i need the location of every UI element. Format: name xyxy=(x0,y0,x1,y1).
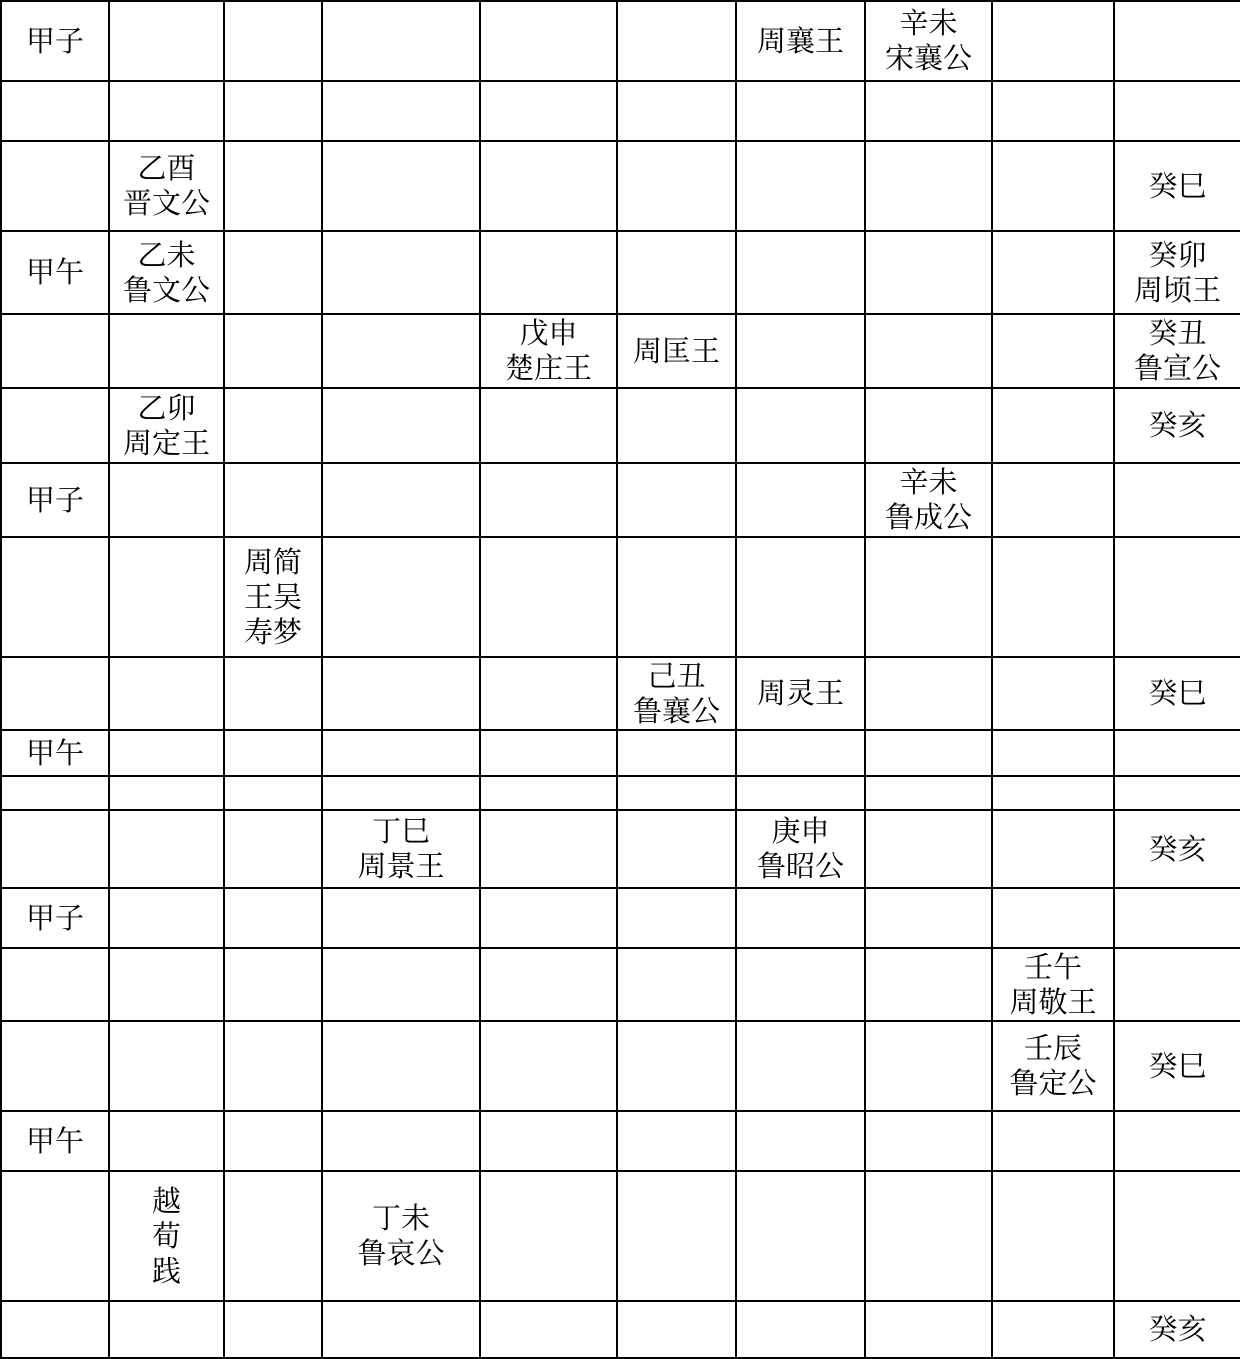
cell-text: 践 xyxy=(151,1253,181,1288)
table-cell xyxy=(322,81,480,141)
table-cell xyxy=(480,141,617,231)
table-cell xyxy=(480,888,617,948)
table-row xyxy=(1,81,1240,141)
cell-text: 周襄王 xyxy=(756,23,844,58)
table-cell xyxy=(992,1301,1114,1358)
table-cell xyxy=(109,1301,224,1358)
cell-text: 壬午 xyxy=(1023,949,1082,984)
table-cell xyxy=(224,1,322,81)
table-cell xyxy=(224,1111,322,1171)
table-cell xyxy=(865,1021,992,1111)
table-cell xyxy=(1,1,109,81)
table-cell xyxy=(865,888,992,948)
table-cell xyxy=(1,537,109,657)
table-cell xyxy=(109,730,224,776)
table-cell xyxy=(480,1,617,81)
table-cell xyxy=(1,730,109,776)
cell-text: 癸巳 xyxy=(1148,676,1207,710)
cell-text: 乙酉 xyxy=(137,151,196,185)
table-cell xyxy=(322,231,480,314)
cell-text: 癸巳 xyxy=(1148,168,1207,203)
table-cell xyxy=(224,1301,322,1358)
table-cell xyxy=(109,141,224,231)
table-row xyxy=(1,1301,1240,1358)
table-cell xyxy=(480,81,617,141)
table-cell xyxy=(224,314,322,388)
table-row xyxy=(1,1111,1240,1171)
cell-text: 乙卯 xyxy=(137,390,196,425)
table-cell xyxy=(322,388,480,463)
table-cell xyxy=(224,948,322,1021)
table-cell xyxy=(1,888,109,948)
table-cell xyxy=(480,1171,617,1301)
table-cell xyxy=(322,1171,480,1301)
table-cell xyxy=(992,1021,1114,1111)
cell-text: 周定王 xyxy=(122,425,210,460)
table-cell xyxy=(1114,1021,1240,1111)
table-cell xyxy=(480,1301,617,1358)
table-cell xyxy=(736,231,865,314)
table-cell xyxy=(1114,537,1240,657)
table-cell xyxy=(322,776,480,810)
cell-text: 甲午 xyxy=(26,1123,85,1158)
table-cell xyxy=(992,81,1114,141)
table-cell xyxy=(224,730,322,776)
table-row xyxy=(1,810,1240,888)
table-cell xyxy=(992,1111,1114,1171)
table-cell xyxy=(1114,888,1240,948)
cell-text: 丁巳 xyxy=(371,814,430,848)
table-cell xyxy=(322,537,480,657)
table-cell xyxy=(480,810,617,888)
cell-text: 鲁文公 xyxy=(122,272,210,307)
table-cell xyxy=(480,776,617,810)
table-cell xyxy=(1,657,109,730)
table-row xyxy=(1,776,1240,810)
table-cell xyxy=(736,948,865,1021)
table-cell xyxy=(1114,1171,1240,1301)
cell-text: 庚申 xyxy=(771,814,830,848)
cell-text: 周匡王 xyxy=(632,333,720,368)
cell-text: 宋襄公 xyxy=(884,41,972,75)
table-cell xyxy=(224,810,322,888)
table-cell xyxy=(617,1021,736,1111)
table-cell xyxy=(480,537,617,657)
table-cell xyxy=(480,314,617,388)
table-cell xyxy=(617,388,736,463)
table-row xyxy=(1,231,1240,314)
table-cell xyxy=(1,776,109,810)
table-cell xyxy=(109,231,224,314)
table-cell xyxy=(322,810,480,888)
cell-text: 戊申 xyxy=(519,316,578,350)
table-cell xyxy=(1,810,109,888)
table-row xyxy=(1,657,1240,730)
table-cell xyxy=(1114,657,1240,730)
table-cell xyxy=(480,948,617,1021)
table-cell xyxy=(109,1,224,81)
table-cell xyxy=(1114,776,1240,810)
table-cell xyxy=(109,81,224,141)
cell-text: 癸卯 xyxy=(1148,237,1207,272)
cell-text: 乙未 xyxy=(137,237,196,272)
table-cell xyxy=(109,776,224,810)
table-cell xyxy=(322,730,480,776)
table-cell xyxy=(865,537,992,657)
table-cell xyxy=(1,388,109,463)
table-cell xyxy=(865,1301,992,1358)
table-cell xyxy=(109,657,224,730)
table-row xyxy=(1,730,1240,776)
cell-text: 甲子 xyxy=(26,482,85,517)
cell-text: 丁未 xyxy=(371,1201,430,1235)
table-cell xyxy=(322,1,480,81)
table-cell xyxy=(736,810,865,888)
table-cell xyxy=(322,463,480,537)
cell-text: 甲午 xyxy=(26,735,85,770)
table-cell xyxy=(480,388,617,463)
table-cell xyxy=(322,1021,480,1111)
table-cell xyxy=(992,948,1114,1021)
table-cell xyxy=(1,1021,109,1111)
table-cell xyxy=(617,537,736,657)
table-cell xyxy=(736,81,865,141)
table-cell xyxy=(224,463,322,537)
table-cell xyxy=(617,1111,736,1171)
table-cell xyxy=(617,141,736,231)
table-cell xyxy=(736,141,865,231)
table-cell xyxy=(865,1171,992,1301)
table-cell xyxy=(617,231,736,314)
table-cell xyxy=(1114,141,1240,231)
table-cell xyxy=(480,657,617,730)
cell-text: 癸丑 xyxy=(1148,316,1207,350)
table-cell xyxy=(322,314,480,388)
table-cell xyxy=(109,314,224,388)
table-cell xyxy=(1,231,109,314)
cell-text: 鲁昭公 xyxy=(756,849,844,883)
cell-text: 癸亥 xyxy=(1148,831,1207,866)
table-cell xyxy=(1114,1,1240,81)
table-cell xyxy=(736,657,865,730)
table-cell xyxy=(736,888,865,948)
table-cell xyxy=(480,231,617,314)
table-row xyxy=(1,948,1240,1021)
table-cell xyxy=(224,81,322,141)
table-row xyxy=(1,888,1240,948)
table-row xyxy=(1,463,1240,537)
cell-text: 寿梦 xyxy=(243,614,302,649)
cell-text: 鲁定公 xyxy=(1009,1066,1097,1100)
table-cell xyxy=(1114,730,1240,776)
table-cell xyxy=(992,1,1114,81)
table-cell xyxy=(1,1111,109,1171)
table-cell xyxy=(736,1171,865,1301)
table-cell xyxy=(736,463,865,537)
table-cell xyxy=(736,1021,865,1111)
table-cell xyxy=(865,1111,992,1171)
table-body xyxy=(1,1,1240,1358)
table-cell xyxy=(617,463,736,537)
table-cell xyxy=(480,463,617,537)
table-cell xyxy=(865,141,992,231)
table-cell xyxy=(480,730,617,776)
table-cell xyxy=(322,948,480,1021)
table-cell xyxy=(1,141,109,231)
table-cell xyxy=(736,537,865,657)
table-cell xyxy=(322,141,480,231)
table-cell xyxy=(1,1171,109,1301)
table-cell xyxy=(992,730,1114,776)
table-cell xyxy=(617,314,736,388)
table-cell xyxy=(617,1301,736,1358)
table-cell xyxy=(992,810,1114,888)
table-cell xyxy=(224,657,322,730)
cell-text: 楚庄王 xyxy=(504,351,592,385)
table-cell xyxy=(224,888,322,948)
table-cell xyxy=(109,388,224,463)
table-cell xyxy=(736,776,865,810)
table-row xyxy=(1,1,1240,81)
table-cell xyxy=(109,1021,224,1111)
table-cell xyxy=(617,81,736,141)
cell-text: 辛未 xyxy=(899,6,958,40)
table-cell xyxy=(992,463,1114,537)
table-row xyxy=(1,537,1240,657)
table-cell xyxy=(992,141,1114,231)
table-row xyxy=(1,314,1240,388)
cell-text: 癸亥 xyxy=(1148,408,1207,442)
cell-text: 甲子 xyxy=(26,900,85,935)
cell-text: 甲午 xyxy=(26,255,85,289)
cell-text: 王吴 xyxy=(243,579,302,614)
table-cell xyxy=(322,1111,480,1171)
table-cell xyxy=(865,314,992,388)
table-row xyxy=(1,141,1240,231)
cell-text: 鲁宣公 xyxy=(1133,351,1221,385)
table-cell xyxy=(865,730,992,776)
table-cell xyxy=(224,537,322,657)
table-cell xyxy=(109,1111,224,1171)
cell-text: 己丑 xyxy=(647,658,706,693)
table-cell xyxy=(109,463,224,537)
table-row xyxy=(1,1021,1240,1111)
table-cell xyxy=(617,657,736,730)
table-cell xyxy=(992,776,1114,810)
table-cell xyxy=(992,231,1114,314)
table-cell xyxy=(865,810,992,888)
table-cell xyxy=(736,1301,865,1358)
table-cell xyxy=(617,1,736,81)
table-cell xyxy=(617,810,736,888)
cell-text: 周顷王 xyxy=(1133,272,1221,307)
table-cell xyxy=(865,948,992,1021)
table-cell xyxy=(1,463,109,537)
table-cell xyxy=(736,1111,865,1171)
table-cell xyxy=(1114,1301,1240,1358)
table-cell xyxy=(1114,81,1240,141)
table-cell xyxy=(109,1171,224,1301)
table-cell xyxy=(109,537,224,657)
cell-text: 周敬王 xyxy=(1009,984,1097,1019)
cell-text: 癸巳 xyxy=(1148,1048,1207,1083)
table-cell xyxy=(865,463,992,537)
table-cell xyxy=(992,314,1114,388)
table-cell xyxy=(617,888,736,948)
cell-text: 鲁成公 xyxy=(884,500,972,534)
table-cell xyxy=(224,1021,322,1111)
table-cell xyxy=(1,314,109,388)
table-cell xyxy=(992,1171,1114,1301)
table-cell xyxy=(1114,231,1240,314)
cell-text: 甲子 xyxy=(26,23,85,58)
table-cell xyxy=(322,888,480,948)
cell-text: 鲁哀公 xyxy=(357,1236,445,1270)
table-row xyxy=(1,1171,1240,1301)
table-cell xyxy=(865,81,992,141)
table-cell xyxy=(617,948,736,1021)
table-cell xyxy=(865,231,992,314)
table-cell xyxy=(1114,1111,1240,1171)
table-cell xyxy=(992,888,1114,948)
cell-text: 周灵王 xyxy=(756,676,844,710)
table-cell xyxy=(736,730,865,776)
table-cell xyxy=(617,1171,736,1301)
table-cell xyxy=(1,1301,109,1358)
table-cell xyxy=(865,388,992,463)
table-cell xyxy=(1114,388,1240,463)
table-cell xyxy=(992,537,1114,657)
table-cell xyxy=(224,1171,322,1301)
table-cell xyxy=(224,388,322,463)
table-cell xyxy=(480,1021,617,1111)
table-cell xyxy=(736,314,865,388)
table-cell xyxy=(865,776,992,810)
table-cell xyxy=(224,231,322,314)
cell-text: 鲁襄公 xyxy=(632,693,720,728)
table-cell xyxy=(617,730,736,776)
table-cell xyxy=(865,1,992,81)
table-cell xyxy=(736,1,865,81)
cell-text: 壬辰 xyxy=(1023,1031,1082,1065)
table-cell xyxy=(224,141,322,231)
table-cell xyxy=(1,948,109,1021)
table-cell xyxy=(1114,463,1240,537)
table-cell xyxy=(224,776,322,810)
cell-text: 荀 xyxy=(151,1218,181,1253)
table-cell xyxy=(109,948,224,1021)
table-cell xyxy=(109,810,224,888)
table-cell xyxy=(992,657,1114,730)
table-cell xyxy=(1,81,109,141)
cell-text: 周简 xyxy=(243,544,302,579)
table-cell xyxy=(480,1111,617,1171)
table-cell xyxy=(322,1301,480,1358)
table-cell xyxy=(109,888,224,948)
table-row xyxy=(1,388,1240,463)
cell-text: 辛未 xyxy=(899,465,958,499)
table-cell xyxy=(617,776,736,810)
table-cell xyxy=(322,657,480,730)
cell-text: 周景王 xyxy=(357,849,445,883)
cell-text: 癸亥 xyxy=(1148,1312,1207,1346)
table-cell xyxy=(1114,948,1240,1021)
table-cell xyxy=(865,657,992,730)
table-cell xyxy=(992,388,1114,463)
cell-text: 晋文公 xyxy=(122,186,210,220)
cell-text: 越 xyxy=(151,1183,181,1218)
table-cell xyxy=(1114,810,1240,888)
table-cell xyxy=(1114,314,1240,388)
table-cell xyxy=(736,388,865,463)
